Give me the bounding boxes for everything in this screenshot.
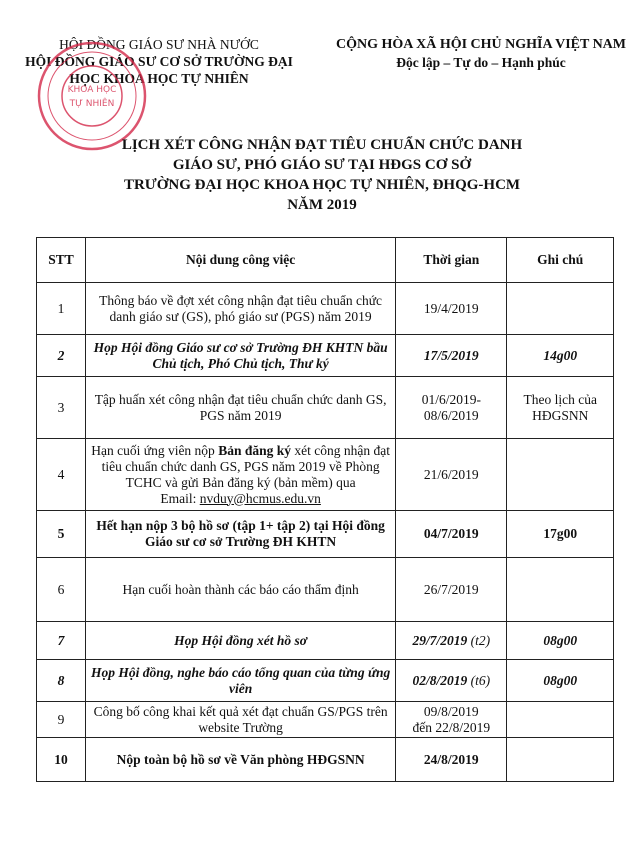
header-stt: STT [37, 238, 86, 283]
row-time [396, 660, 507, 702]
row-stt: 4 [37, 439, 86, 511]
header-note: Ghi chú [507, 238, 614, 283]
table-row [37, 283, 614, 335]
row-content: Họp Hội đồng, nghe báo cáo tổng quan của từng ứng viên [86, 660, 396, 702]
row-content: Hạn cuối hoàn thành các báo cáo thẩm định [86, 558, 396, 622]
title-line-3: TRƯỜNG ĐẠI HỌC KHOA HỌC TỰ NHIÊN, ĐHQG-HCM [123, 177, 521, 193]
row-note: 08g00 [507, 660, 614, 702]
title-line-1: LỊCH XÉT CÔNG NHẬN ĐẠT TIÊU CHUẨN CHỨC DANH [121, 137, 523, 153]
national-header [318, 36, 644, 72]
title-line-4: NĂM 2019 [287, 197, 357, 213]
row-time: 26/7/2019 [396, 558, 507, 622]
row-content: Tập huấn xét công nhận đạt tiêu chuẩn chức danh GS, PGS năm 2019 [86, 377, 396, 439]
table-header-row [37, 238, 614, 283]
row-note-line-1: Theo lịch của [523, 391, 597, 407]
row-note [507, 439, 614, 511]
table-row [37, 439, 614, 511]
row-stt: 7 [37, 622, 86, 660]
table-row [37, 558, 614, 622]
row-content: Công bố công khai kết quả xét đạt chuẩn GS/PGS trên website Trường [86, 702, 396, 738]
row-content: Hết hạn nộp 3 bộ hồ sơ (tập 1+ tập 2) tại Hội đồng Giáo sư cơ sở Trường ĐH KHTN [86, 511, 396, 558]
row-time-end: 08/6/2019 [423, 407, 479, 423]
row-stt: 5 [37, 511, 86, 558]
row-stt: 6 [37, 558, 86, 622]
row-time-weekday: (t6) [467, 672, 491, 688]
row-time-start: 09/8/2019 [423, 703, 479, 719]
row-note [507, 377, 614, 439]
national-motto: Độc lập – Tự do – Hạnh phúc [396, 55, 566, 70]
row-time: 24/8/2019 [396, 738, 507, 782]
row-time [396, 622, 507, 660]
row-note [507, 702, 614, 738]
row-time: 19/4/2019 [396, 283, 507, 335]
seal-text-1: KHOA HỌC [67, 85, 117, 95]
row-stt: 10 [37, 738, 86, 782]
row-stt: 3 [37, 377, 86, 439]
row-time [396, 702, 507, 738]
issuer-line-1: HỘI ĐỒNG GIÁO SƯ NHÀ NƯỚC [59, 37, 259, 52]
national-title: CỘNG HÒA XÃ HỘI CHỦ NGHĨA VIỆT NAM [335, 37, 626, 52]
row-stt: 2 [37, 335, 86, 377]
email-link[interactable]: nvduy@hcmus.edu.vn [199, 490, 321, 506]
row-note: 08g00 [507, 622, 614, 660]
row-content: Họp Hội đồng Giáo sư cơ sở Trường ĐH KHTN bầu Chủ tịch, Phó Chủ tịch, Thư ký [86, 335, 396, 377]
table-row [37, 377, 614, 439]
row-note-line-2: HĐGSNN [532, 407, 589, 423]
row-content [86, 439, 396, 511]
header-content: Nội dung công việc [86, 238, 396, 283]
row-time-date: 29/7/2019 [412, 632, 468, 648]
row-time-end: đến 22/8/2019 [412, 719, 491, 735]
issuer-line-2: HỘI ĐỒNG GIÁO SƯ CƠ SỞ TRƯỜNG ĐẠI [25, 54, 293, 69]
row-content-emphasis: Bản đăng ký [218, 442, 291, 458]
row-stt: 9 [37, 702, 86, 738]
row-note [507, 558, 614, 622]
row-time: 21/6/2019 [396, 439, 507, 511]
issuer-line-3: HỌC KHOA HỌC TỰ NHIÊN [69, 71, 249, 86]
row-content-part-c: xét công nhận đạt tiêu chuẩn chức danh GS, PGS năm 2019 về Phòng TCHC và gửi Bản đăng ký (bản mềm) qua [101, 442, 390, 490]
row-time-date: 02/8/2019 [412, 672, 468, 688]
table-row [37, 511, 614, 558]
title-line-2: GIÁO SƯ, PHÓ GIÁO SƯ TẠI HĐGS CƠ SỞ [172, 157, 472, 173]
row-content-part-a: Hạn cuối ứng viên nộp [91, 442, 219, 458]
row-content: Thông báo về đợt xét công nhận đạt tiêu chuẩn chức danh giáo sư (GS), phó giáo sư (PGS) năm 2019 [86, 283, 396, 335]
row-content: Họp Hội đồng xét hồ sơ [86, 622, 396, 660]
document-title [0, 135, 644, 215]
table-row [37, 622, 614, 660]
row-time [396, 377, 507, 439]
schedule-table [36, 237, 614, 782]
header-time: Thời gian [396, 238, 507, 283]
table-row [37, 660, 614, 702]
row-content-email-label: Email: [160, 490, 200, 506]
row-note: 14g00 [507, 335, 614, 377]
row-time: 17/5/2019 [396, 335, 507, 377]
row-stt: 1 [37, 283, 86, 335]
table-row [37, 738, 614, 782]
row-stt: 8 [37, 660, 86, 702]
row-note [507, 283, 614, 335]
row-time: 04/7/2019 [396, 511, 507, 558]
row-time-weekday: (t2) [467, 632, 491, 648]
row-time-start: 01/6/2019- [421, 391, 481, 407]
seal-text-2: TỰ NHIÊN [69, 99, 115, 109]
row-note: 17g00 [507, 511, 614, 558]
row-content: Nộp toàn bộ hồ sơ về Văn phòng HĐGSNN [86, 738, 396, 782]
table-row [37, 335, 614, 377]
row-note [507, 738, 614, 782]
table-row [37, 702, 614, 738]
